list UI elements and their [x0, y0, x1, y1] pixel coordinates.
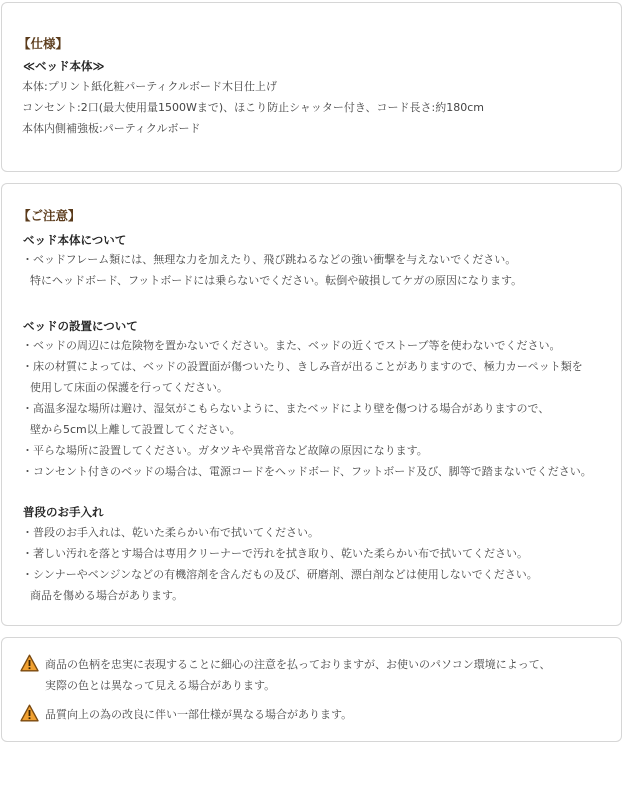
list-item: ・シンナーやベンジンなどの有機溶剤を含んだもの及び、研磨剤、漂白剤などは使用しないでください。 — [22, 568, 538, 581]
spec-line-body: 本体:プリント紙化粧パーティクルボード木目仕上げ — [22, 80, 278, 93]
spec-subheading: ≪ベッド本体≫ — [23, 59, 105, 73]
list-item: ・平らな場所に設置してください。ガタツキや異常音など故障の原因になります。 — [22, 444, 428, 457]
list-item-continuation: 商品を傷める場合があります。 — [30, 589, 184, 602]
spec-line-outlet: コンセント:2口(最大使用量1500Wまで)、ほこり防止シャッター付き、コード長さ:約180cm — [22, 101, 484, 114]
warning-icon — [20, 654, 39, 672]
section-title-bed-body: ベッド本体について — [23, 233, 127, 247]
list-item-continuation: 壁から5cm以上離して設置してください。 — [30, 423, 241, 436]
notice-heading: 【ご注意】 — [18, 208, 81, 223]
list-item-continuation: 特にヘッドボード、フットボードには乗らないでください。転倒や破損してケガの原因になります。 — [30, 274, 523, 287]
warning-line: 実際の色とは異なって見える場合があります。 — [45, 679, 276, 692]
notice-panel — [1, 183, 622, 626]
warning-line: 商品の色柄を忠実に表現することに細心の注意を払っておりますが、お使いのパソコン環境によって、 — [45, 658, 551, 671]
warning-panel — [1, 637, 622, 742]
spec-line-reinforcement: 本体内側補強板:パーティクルボード — [22, 122, 201, 135]
list-item: ・床の材質によっては、ベッドの設置面が傷ついたり、きしみ音が出ることがありますので、極力カーペット類を — [22, 360, 583, 373]
section-title-installation: ベッドの設置について — [23, 319, 138, 333]
list-item: ・著しい汚れを落とす場合は専用クリーナーで汚れを拭き取り、乾いた柔らかい布で拭いてください。 — [22, 547, 528, 560]
list-item: ・コンセント付きのベッドの場合は、電源コードをヘッドボード、フットボード及び、脚等で踏まないでください。 — [22, 465, 592, 478]
spec-heading: 【仕様】 — [18, 36, 69, 51]
spec-panel — [1, 2, 622, 172]
warning-row-color — [20, 654, 551, 696]
list-item-continuation: 使用して床面の保護を行ってください。 — [30, 381, 228, 394]
list-item: ・ベッドの周辺には危険物を置かないでください。また、ベッドの近くでストーブ等を使わないでください。 — [22, 339, 561, 352]
list-item: ・普段のお手入れは、乾いた柔らかい布で拭いてください。 — [22, 526, 319, 539]
section-title-care: 普段のお手入れ — [23, 505, 104, 519]
warning-row-spec — [20, 704, 352, 725]
list-item: ・高温多湿な場所は避け、湿気がこもらないように、またベッドにより壁を傷つける場合がありますので、 — [22, 402, 550, 415]
warning-icon — [20, 704, 39, 722]
warning-line: 品質向上の為の改良に伴い一部仕様が異なる場合があります。 — [45, 708, 353, 721]
list-item: ・ベッドフレーム類には、無理な力を加えたり、飛び跳ねるなどの強い衝撃を与えないでください。 — [22, 253, 517, 266]
warning-text — [45, 704, 352, 725]
warning-text — [45, 654, 551, 696]
